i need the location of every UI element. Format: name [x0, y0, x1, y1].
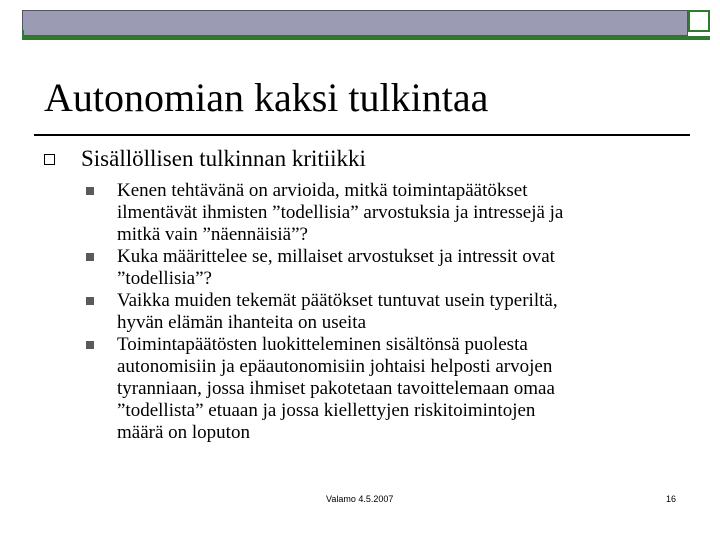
line: määrä on loputon: [117, 422, 250, 443]
decoration-square: [688, 10, 710, 32]
line: ilmentävät ihmisten ”todellisia” arvostuksia ja intressejä ja: [117, 202, 564, 223]
line: ”todellisia”?: [117, 268, 212, 289]
decoration-tick: [22, 30, 24, 40]
slide-title: Autonomian kaksi tulkintaa: [44, 75, 489, 120]
list-item: [86, 246, 696, 290]
line: Kuka määrittelee se, millaiset arvostukset ja intressit ovat: [117, 246, 555, 267]
top-decoration: [22, 10, 710, 40]
line: mitkä vain ”näennäisiä”?: [117, 224, 308, 245]
square-bullet-icon: [86, 297, 94, 305]
hollow-square-bullet-icon: [44, 154, 55, 165]
level1-text: Sisällöllisen tulkinnan kritiikki: [81, 146, 366, 171]
line: Toimintapäätösten luokitteleminen sisältönsä puolesta: [117, 334, 528, 355]
decoration-line: [22, 36, 710, 40]
footer-text: Valamo 4.5.2007: [326, 494, 394, 504]
list-item: [86, 180, 696, 246]
line: Kenen tehtävänä on arvioida, mitkä toimintapäätökset: [117, 180, 528, 201]
line: ”todellista” etuaan ja jossa kiellettyjen riskitoimintojen: [117, 400, 536, 421]
line: Vaikka muiden tekemät päätökset tuntuvat usein typeriltä,: [117, 290, 558, 311]
title-rule: [34, 134, 690, 136]
sub-bullet-list: [86, 180, 696, 444]
square-bullet-icon: [86, 341, 94, 349]
page-number: 16: [666, 494, 677, 504]
square-bullet-icon: [86, 187, 94, 195]
list-item: [86, 334, 696, 444]
list-item: [86, 290, 696, 334]
decoration-bar: [22, 10, 688, 36]
line: tyranniaan, jossa ihmiset pakotetaan tavoittelemaan omaa: [117, 378, 555, 399]
line: hyvän elämän ihanteita on useita: [117, 312, 367, 333]
line: autonomisiin ja epäautonomisiin johtaisi helposti arvojen: [117, 356, 553, 377]
square-bullet-icon: [86, 253, 94, 261]
